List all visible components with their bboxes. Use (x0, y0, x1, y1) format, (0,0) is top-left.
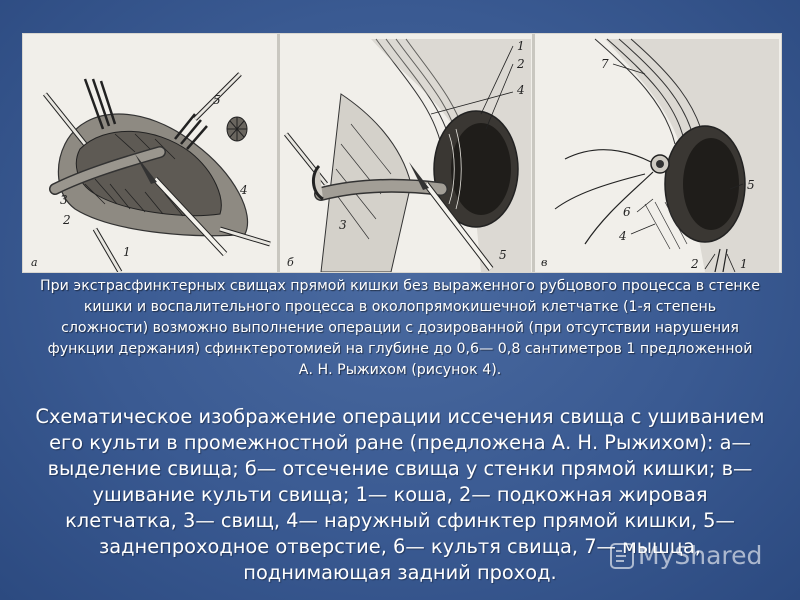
label-c-7: 7 (601, 57, 609, 71)
surgical-illustration (22, 33, 782, 273)
label-a-2: 2 (63, 213, 71, 227)
panel-a-drawing (25, 34, 277, 272)
panel-a-letter: а (31, 256, 38, 269)
label-a-3: 3 (60, 193, 68, 207)
watermark (610, 541, 762, 570)
label-a-4: 4 (240, 183, 248, 197)
label-c-6: 6 (623, 205, 631, 219)
watermark-logo-icon (610, 543, 634, 569)
panel-b-letter: б (287, 256, 294, 269)
label-a-5: 5 (213, 93, 221, 107)
label-b-4: 4 (517, 83, 525, 97)
panel-b-fistula-excision (281, 34, 533, 272)
panel-c-stump-suturing (535, 34, 779, 272)
label-b-2: 2 (517, 57, 525, 71)
label-c-1: 1 (740, 257, 748, 271)
label-b-3: 3 (339, 218, 347, 232)
label-a-1: 1 (123, 245, 131, 259)
watermark-text: MyShared (638, 541, 763, 570)
panel-b-drawing (281, 34, 533, 272)
panel-c-drawing (535, 34, 779, 272)
figure-caption: Схематическое изображение операции иссечения свища с ушиванием его культи в промежностной ране (предложена А. Н. Рыжихом): а— выделение свища; б— отсечение свища у стенки прямой кишки; в— ушивание культи свища; 1— коша, 2— подкожная жировая клетчатка, 3— свищ, 4— наружный сфинктер прямой кишки, 5— заднепроходное отверстие, 6— культя свища, 7— мышца, поднимающая задний проход. (35, 405, 765, 584)
label-c-4: 4 (619, 229, 627, 243)
label-c-2: 2 (691, 257, 699, 271)
operation-description: При экстрасфинктерных свищах прямой кишки без выраженного рубцового процесса в стенке кишки и воспалительного процесса в околопрямокишечной клетчатке (1-я степень сложности) возможно выполнение операции с дозированной (при отсутствии нарушения функции держания) сфинктеротомией на глубине до 0,6— 0,8 сантиметров 1 предложенной А. Н. Рыжихом (рисунок 4). (40, 278, 760, 378)
panel-c-letter: в (541, 256, 548, 269)
panel-divider (277, 34, 280, 272)
label-b-5: 5 (499, 248, 507, 262)
panel-a-fistula-isolation (25, 34, 277, 272)
label-c-5: 5 (747, 178, 755, 192)
label-b-1: 1 (517, 39, 525, 53)
